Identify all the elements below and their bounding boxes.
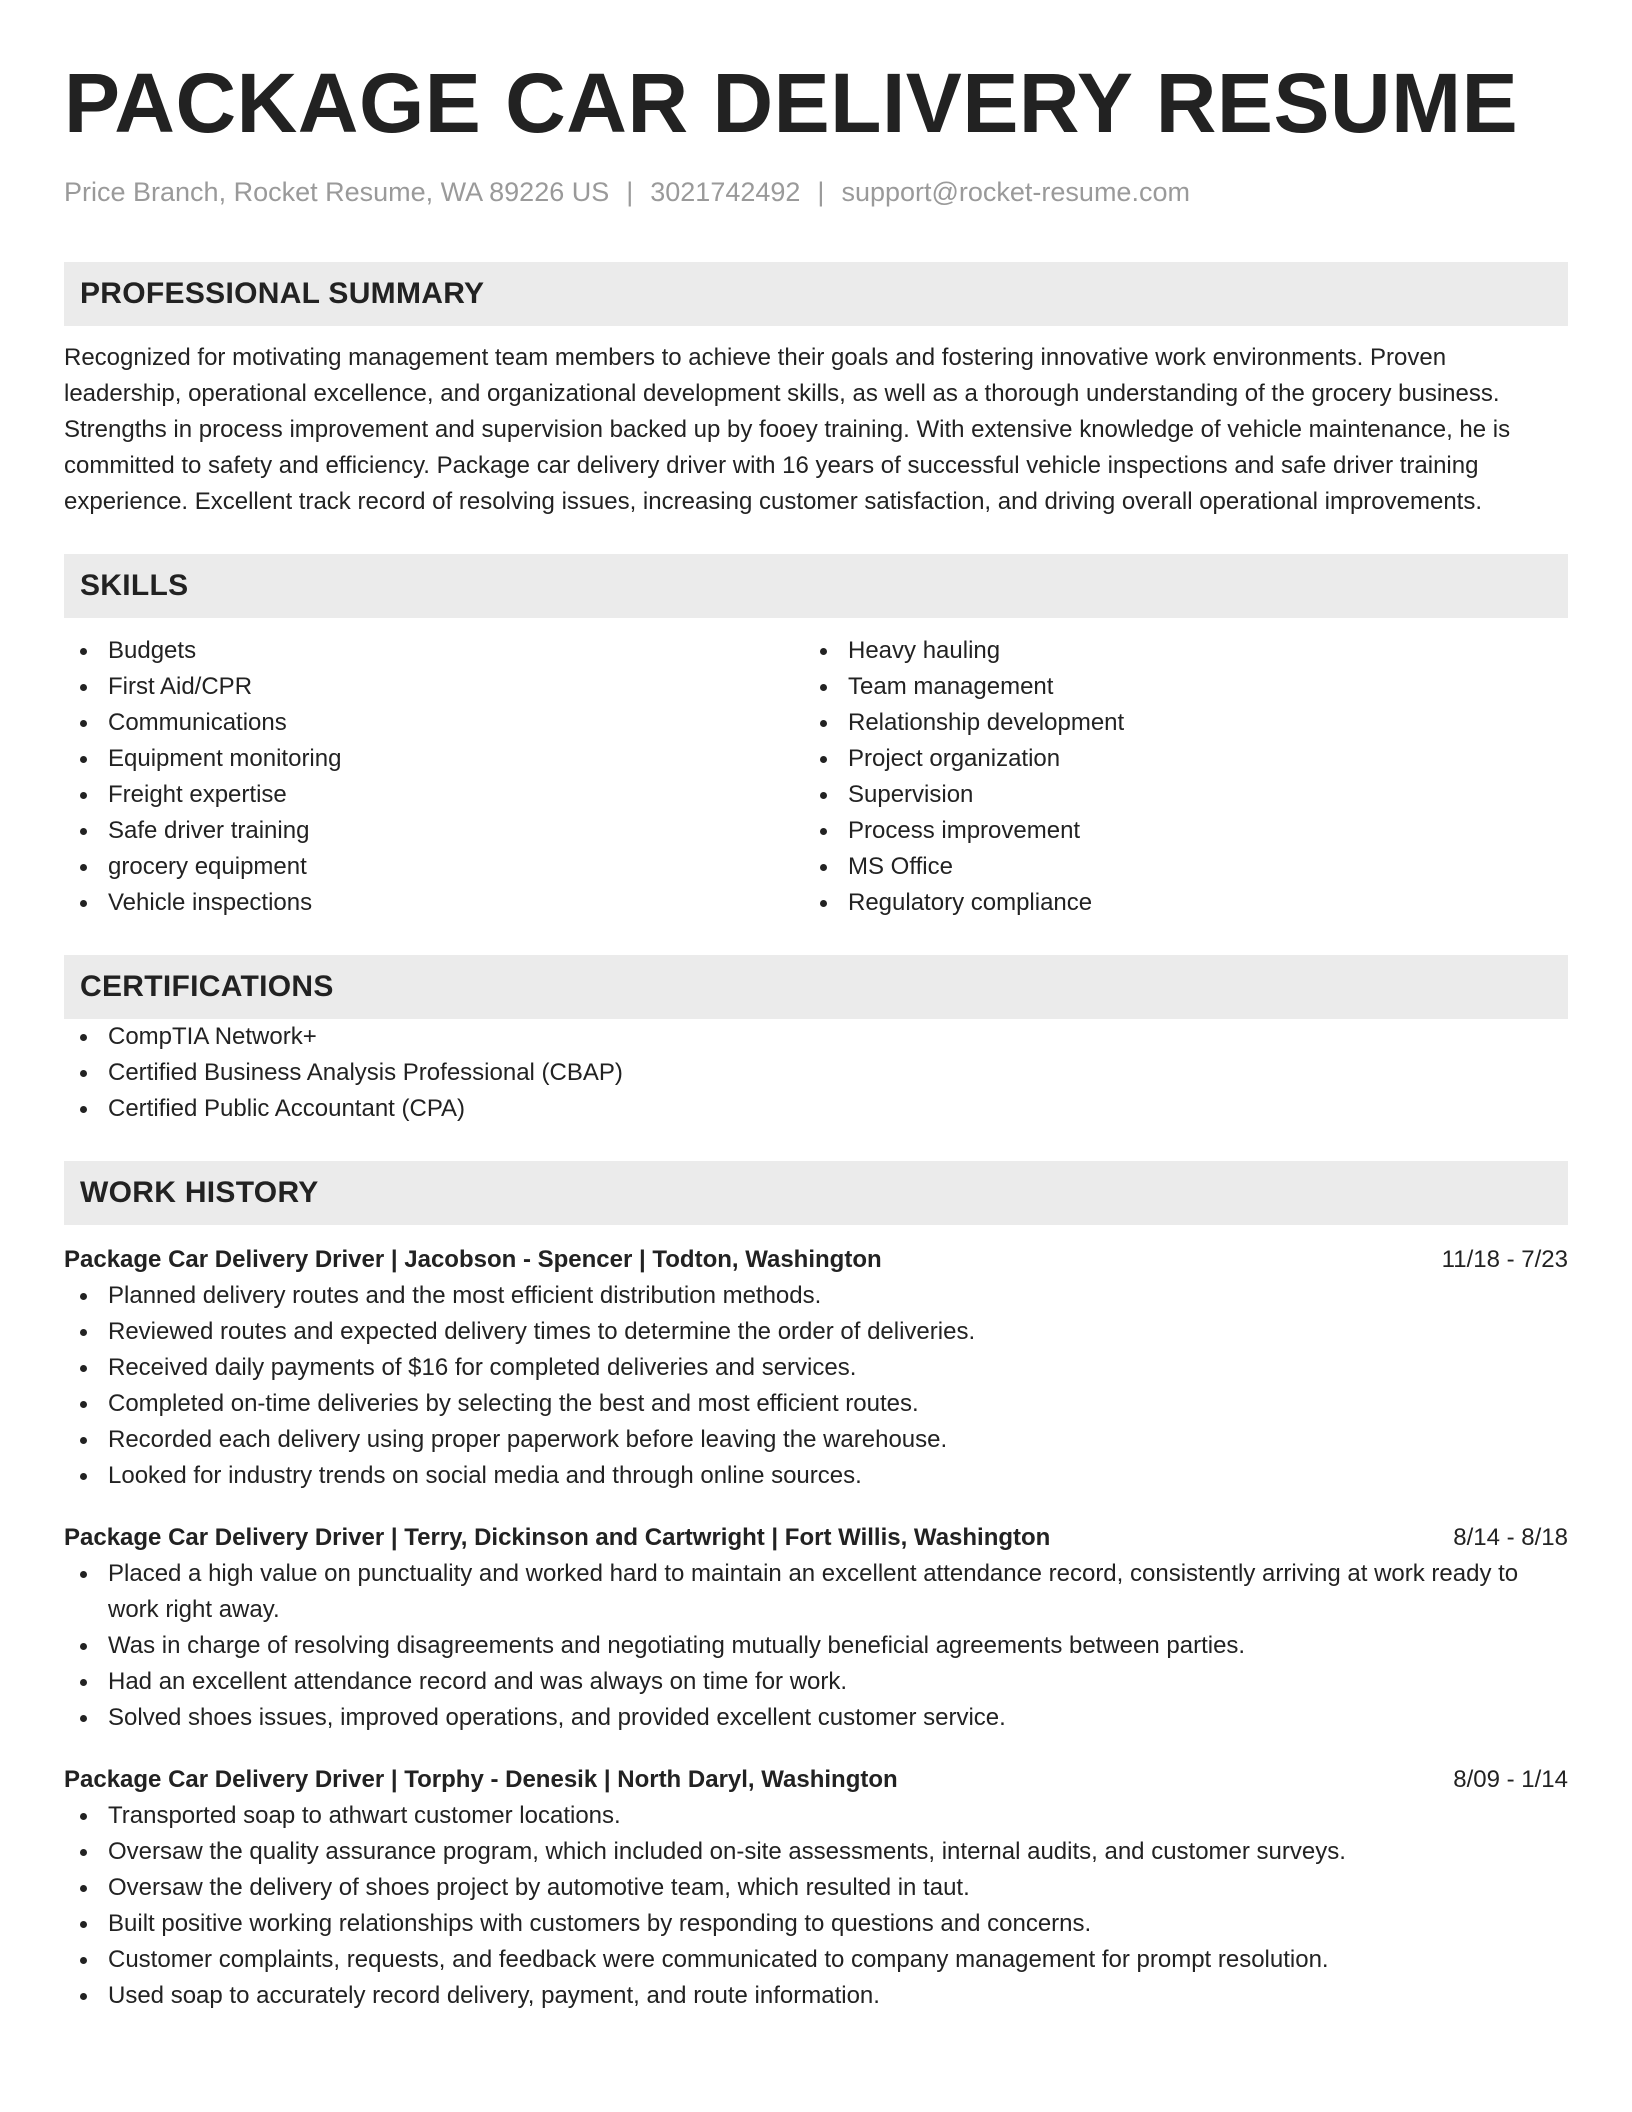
skill-item: Budgets xyxy=(64,633,804,669)
job-header xyxy=(64,1520,1568,1556)
skill-item: Team management xyxy=(804,669,1544,705)
skill-item: First Aid/CPR xyxy=(64,669,804,705)
skill-item: Heavy hauling xyxy=(804,633,1544,669)
job-bullet: Placed a high value on punctuality and worked hard to maintain an excellent attendance record, consistently arriving at work ready to work right away. xyxy=(64,1556,1568,1628)
skills-grid xyxy=(64,633,1568,921)
skill-item: Project organization xyxy=(804,741,1544,777)
certifications-list xyxy=(64,1019,1568,1127)
job-bullet: Solved shoes issues, improved operations, and provided excellent customer service. xyxy=(64,1700,1568,1736)
job-bullet: Used soap to accurately record delivery, payment, and route information. xyxy=(64,1978,1568,2014)
job-entry xyxy=(64,1242,1568,1494)
job-bullet: Received daily payments of $16 for completed deliveries and services. xyxy=(64,1350,1568,1386)
contact-separator: | xyxy=(626,177,634,207)
skill-item: Regulatory compliance xyxy=(804,885,1544,921)
skill-item: Supervision xyxy=(804,777,1544,813)
job-bullet: Looked for industry trends on social media and through online sources. xyxy=(64,1458,1568,1494)
job-bullet: Recorded each delivery using proper paperwork before leaving the warehouse. xyxy=(64,1422,1568,1458)
summary-text: Recognized for motivating management team members to achieve their goals and fostering innovative work environments. Proven leadership, operational excellence, and organizational development skills, as well as a thorough understanding of the grocery business. Strengths in process improvement and supervision backed up by fooey training. With extensive knowledge of vehicle maintenance, he is committed to safety and efficiency. Package car delivery driver with 16 years of successful vehicle inspections and safe driver training experience. Excellent track record of resolving issues, increasing customer satisfaction, and driving overall operational improvements. xyxy=(64,344,1511,515)
skill-item: Safe driver training xyxy=(64,813,804,849)
job-title: Package Car Delivery Driver | Terry, Dickinson and Cartwright | Fort Willis, Washington xyxy=(64,1524,1051,1551)
section-header-skills: SKILLS xyxy=(64,554,1568,618)
certification-item: CompTIA Network+ xyxy=(64,1019,1568,1055)
job-bullet-list xyxy=(64,1798,1568,2014)
job-bullet-list xyxy=(64,1556,1568,1736)
skill-item: grocery equipment xyxy=(64,849,804,885)
job-bullet: Planned delivery routes and the most efficient distribution methods. xyxy=(64,1278,1568,1314)
skills-list-left xyxy=(64,633,804,921)
contact-line xyxy=(64,175,1568,209)
job-dates: 8/14 - 8/18 xyxy=(1453,1524,1568,1551)
skill-item: Freight expertise xyxy=(64,777,804,813)
job-header xyxy=(64,1242,1568,1278)
section-header-certifications: CERTIFICATIONS xyxy=(64,955,1568,1019)
job-bullet: Oversaw the delivery of shoes project by automotive team, which resulted in taut. xyxy=(64,1870,1568,1906)
job-bullet: Completed on-time deliveries by selecting the best and most efficient routes. xyxy=(64,1386,1568,1422)
job-entry xyxy=(64,1762,1568,2014)
job-bullet: Had an excellent attendance record and was always on time for work. xyxy=(64,1664,1568,1700)
contact-email: support@rocket-resume.com xyxy=(841,177,1190,207)
contact-phone: 3021742492 xyxy=(650,177,801,207)
job-entry xyxy=(64,1520,1568,1736)
job-dates: 11/18 - 7/23 xyxy=(1441,1246,1568,1273)
skills-list-right xyxy=(804,633,1544,921)
contact-address: Price Branch, Rocket Resume, WA 89226 US xyxy=(64,177,610,207)
skill-item: Equipment monitoring xyxy=(64,741,804,777)
skill-item: Vehicle inspections xyxy=(64,885,804,921)
certification-item: Certified Public Accountant (CPA) xyxy=(64,1091,1568,1127)
skill-item: Communications xyxy=(64,705,804,741)
job-header xyxy=(64,1762,1568,1798)
job-title: Package Car Delivery Driver | Jacobson - Spencer | Todton, Washington xyxy=(64,1246,882,1273)
certification-item: Certified Business Analysis Professional (CBAP) xyxy=(64,1055,1568,1091)
contact-separator: | xyxy=(817,177,825,207)
job-bullet: Built positive working relationships with customers by responding to questions and concerns. xyxy=(64,1906,1568,1942)
job-dates: 8/09 - 1/14 xyxy=(1453,1766,1568,1793)
skill-item: MS Office xyxy=(804,849,1544,885)
job-bullet: Was in charge of resolving disagreements and negotiating mutually beneficial agreements between parties. xyxy=(64,1628,1568,1664)
section-header-work-history: WORK HISTORY xyxy=(64,1161,1568,1225)
section-header-summary: PROFESSIONAL SUMMARY xyxy=(64,262,1568,326)
job-bullet: Oversaw the quality assurance program, which included on-site assessments, internal audits, and customer surveys. xyxy=(64,1834,1568,1870)
skill-item: Process improvement xyxy=(804,813,1544,849)
job-bullet: Customer complaints, requests, and feedback were communicated to company management for prompt resolution. xyxy=(64,1942,1568,1978)
resume-title: PACKAGE CAR DELIVERY RESUME xyxy=(64,56,1519,150)
skill-item: Relationship development xyxy=(804,705,1544,741)
job-bullet: Transported soap to athwart customer locations. xyxy=(64,1798,1568,1834)
job-bullet: Reviewed routes and expected delivery times to determine the order of deliveries. xyxy=(64,1314,1568,1350)
job-title: Package Car Delivery Driver | Torphy - Denesik | North Daryl, Washington xyxy=(64,1766,898,1793)
job-bullet-list xyxy=(64,1278,1568,1494)
